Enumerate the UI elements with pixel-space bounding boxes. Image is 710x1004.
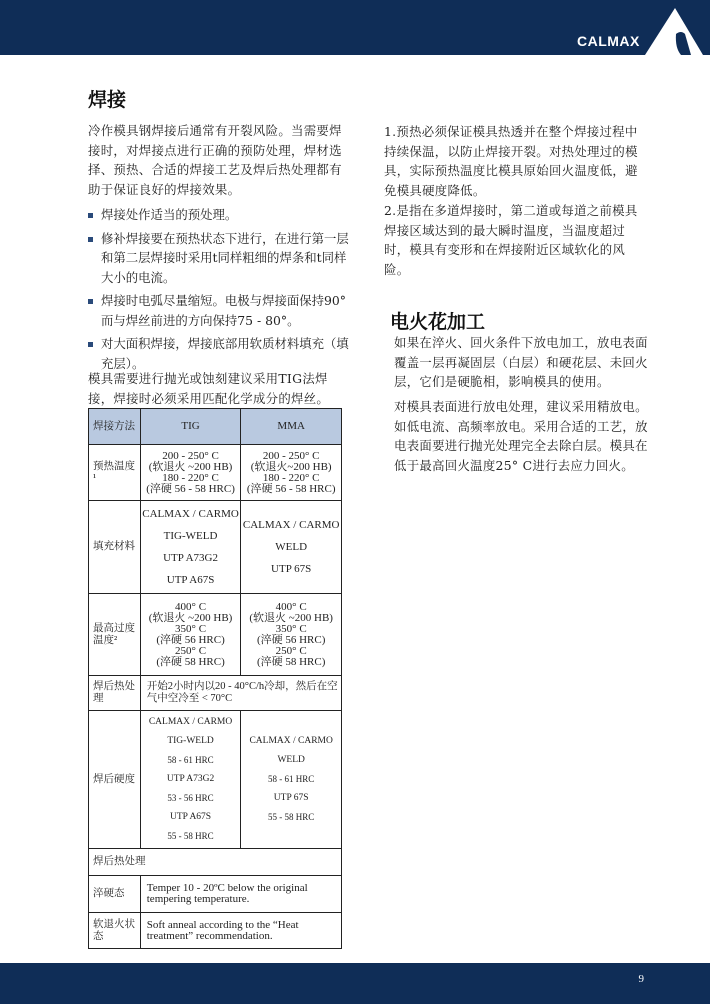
bullet-item: 焊接处作适当的预处理。 (88, 205, 350, 225)
footnote-1: 1.预热必须保证模具热透并在整个焊接过程中持续保温，以防止焊接开裂。对热处理过的模具，实际预热温度比模具原始回火温度低，避免模具硬度降低。 (384, 124, 638, 198)
row-label: 焊后硬度 (89, 711, 141, 849)
bullet-item: 对大面积焊接，焊接底部用软质材料填充（填充层）。 (88, 334, 350, 373)
preheat-mma: 200 - 250° C (软退火~200 HB) 180 - 220° C (淬硬 56 - 58 HRC) (241, 445, 342, 501)
row-label: 焊后热处理 (89, 676, 141, 711)
row-label: 预热温度¹ (89, 445, 141, 501)
table-row (89, 445, 342, 501)
table-row (89, 849, 342, 876)
brand-logo-text: CALMAX (577, 33, 640, 49)
bullet-item: 焊接时电弧尽量缩短。电极与焊接面保持90°而与焊丝前进的方向保持75 - 80°。 (88, 291, 350, 330)
table-header-row (89, 409, 342, 445)
preheat-tig: 200 - 250° C (软退火 ~200 HB) 180 - 220° C (淬硬 56 - 58 HRC) (140, 445, 241, 501)
header-method: 焊接方法 (89, 409, 141, 445)
hardness-tig: CALMAX / CARMO TIG-WELD 58 - 61 HRC UTP A73G2 53 - 56 HRC UTP A67S 55 - 58 HRC (140, 711, 241, 849)
page-number: 9 (638, 973, 644, 985)
welding-intro: 冷作模具钢焊接后通常有开裂风险。当需要焊接时，对焊接点进行正确的预防处理，焊材选择、预热、合适的焊接工艺及焊后热处理都有助于保证良好的焊接效果。 (88, 123, 342, 197)
row-label: 最高过度温度² (89, 594, 141, 676)
interpass-mma: 400° C (软退火 ~200 HB) 350° C (淬硬 56 HRC) 250° C (淬硬 58 HRC) (241, 594, 342, 676)
table-row (89, 876, 342, 913)
header-tig: TIG (140, 409, 241, 445)
welding-bullets (88, 205, 350, 377)
hardened-value: Temper 10 - 20ºC below the original tempering temperature. (140, 876, 341, 913)
page-header (0, 0, 710, 55)
row-label: 软退火状态 (89, 913, 141, 949)
table-row (89, 913, 342, 949)
row-label: 淬硬态 (89, 876, 141, 913)
page-footer (0, 963, 710, 1004)
table-row (89, 594, 342, 676)
calmax-mountain-logo-icon (645, 8, 703, 55)
interpass-tig: 400° C (软退火 ~200 HB) 350° C (淬硬 56 HRC) 250° C (淬硬 58 HRC) (140, 594, 241, 676)
footnote-2: 2.是指在多道焊接时，第二道或每道之前模具焊接区域达到的最大瞬时温度，当温度超过时，模具有变形和在焊接附近区域软化的风险。 (384, 203, 638, 277)
bullet-item: 修补焊接要在预热状态下进行，在进行第一层和第二层焊接时采用t同样粗细的焊条和t同样大小的电流。 (88, 229, 350, 288)
edm-paragraph-2: 对模具表面进行放电处理，建议采用精放电。如低电流、高频率放电。采用合适的工艺，放电表面要进行抛光处理完全去除白层。模具在低于最高回火温度25° C进行去应力回火。 (394, 399, 648, 473)
welding-table (88, 408, 342, 949)
post-heat-title: 焊后热处理 (89, 849, 342, 876)
table-row (89, 676, 342, 711)
edm-paragraph-1: 如果在淬火、回火条件下放电加工，放电表面覆盖一层再凝固层（白层）和硬花层、未回火层，它们是硬脆相，影响模具的使用。 (394, 335, 648, 389)
section-title-edm: 电火花加工 (390, 311, 486, 333)
polish-note: 模具需要进行抛光或蚀刻建议采用TIG法焊接，焊接时必须采用匹配化学成分的焊丝。 (88, 371, 330, 406)
hardness-mma: CALMAX / CARMO WELD 58 - 61 HRC UTP 67S 55 - 58 HRC (241, 711, 342, 849)
post-cooling-value: 开始2小时内以20 - 40°C/h冷却，然后在空气中空冷至 < 70°C (140, 676, 341, 711)
section-title-welding: 焊接 (88, 89, 127, 111)
header-mma: MMA (241, 409, 342, 445)
row-label: 填充材料 (89, 501, 141, 594)
table-row (89, 711, 342, 849)
filler-tig: CALMAX / CARMO TIG-WELD UTP A73G2 UTP A67S (140, 501, 241, 594)
table-row (89, 501, 342, 594)
filler-mma: CALMAX / CARMO WELD UTP 67S (241, 501, 342, 594)
annealed-value: Soft anneal according to the “Heat treatment” recommendation. (140, 913, 341, 949)
